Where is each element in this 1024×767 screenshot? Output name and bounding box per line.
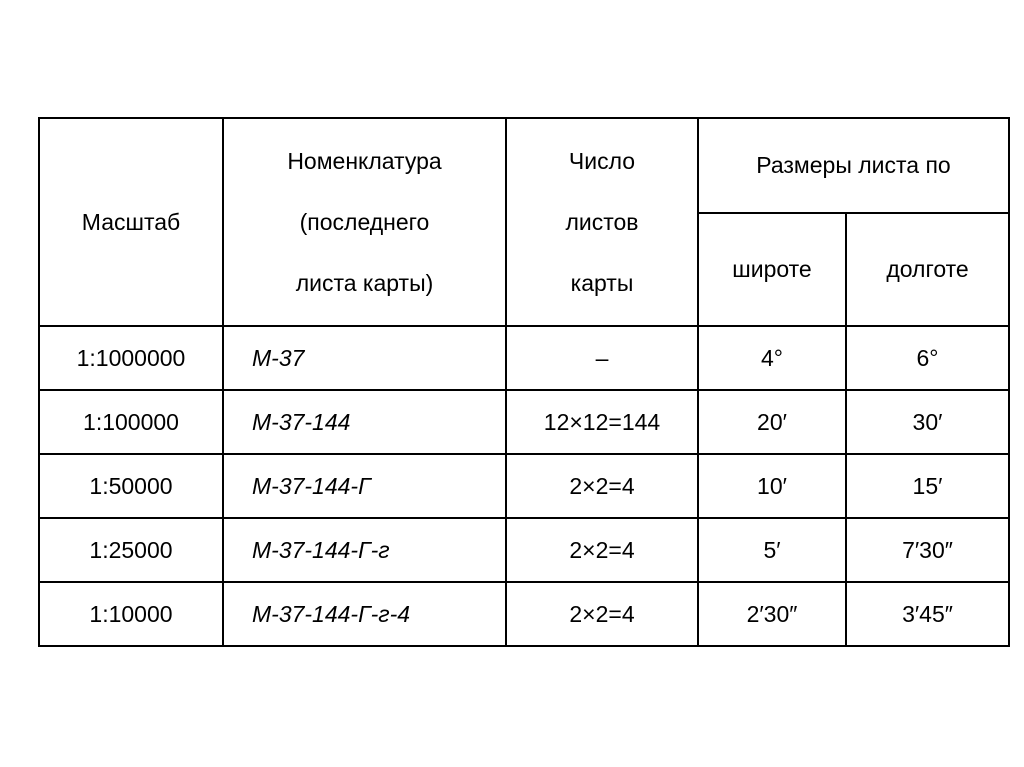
cell-latitude: 4°: [698, 326, 846, 390]
cell-scale: 1:25000: [39, 518, 223, 582]
cell-nomenclature: М-37: [223, 326, 506, 390]
cell-longitude: 3′45″: [846, 582, 1009, 646]
header-sheet-count: [506, 118, 698, 326]
header-nomenclature-line3: листа карты): [295, 269, 434, 296]
header-latitude: широте: [698, 213, 846, 326]
cell-sheets: 2×2=4: [506, 454, 698, 518]
cell-longitude: 15′: [846, 454, 1009, 518]
table-row: [39, 390, 1009, 454]
table-row: [39, 454, 1009, 518]
cell-sheets: –: [506, 326, 698, 390]
table-row: [39, 326, 1009, 390]
header-nomenclature-line2: (последнего: [299, 208, 430, 235]
header-scale: Масштаб: [39, 118, 223, 326]
cell-longitude: 7′30″: [846, 518, 1009, 582]
cell-latitude: 5′: [698, 518, 846, 582]
cell-nomenclature: М-37-144: [223, 390, 506, 454]
map-sheets-table: [38, 117, 1010, 647]
cell-sheets: 12×12=144: [506, 390, 698, 454]
cell-latitude: 20′: [698, 390, 846, 454]
cell-scale: 1:100000: [39, 390, 223, 454]
cell-longitude: 6°: [846, 326, 1009, 390]
header-sheet-count-line2: листов: [565, 208, 639, 235]
cell-latitude: 2′30″: [698, 582, 846, 646]
cell-nomenclature: М-37-144-Г-г-4: [223, 582, 506, 646]
table-row: [39, 518, 1009, 582]
cell-nomenclature: М-37-144-Г-г: [223, 518, 506, 582]
cell-sheets: 2×2=4: [506, 518, 698, 582]
cell-longitude: 30′: [846, 390, 1009, 454]
cell-latitude: 10′: [698, 454, 846, 518]
header-nomenclature: [223, 118, 506, 326]
header-sheet-count-line1: Число: [568, 147, 636, 174]
header-longitude: долготе: [846, 213, 1009, 326]
table-row: [39, 582, 1009, 646]
cell-scale: 1:10000: [39, 582, 223, 646]
header-row-top: [39, 118, 1009, 213]
header-sheet-count-line3: карты: [570, 269, 634, 296]
cell-scale: 1:1000000: [39, 326, 223, 390]
header-nomenclature-line1: Номенклатура: [287, 147, 442, 174]
cell-nomenclature: М-37-144-Г: [223, 454, 506, 518]
cell-sheets: 2×2=4: [506, 582, 698, 646]
cell-scale: 1:50000: [39, 454, 223, 518]
header-sheet-size-group: Размеры листа по: [698, 118, 1009, 213]
